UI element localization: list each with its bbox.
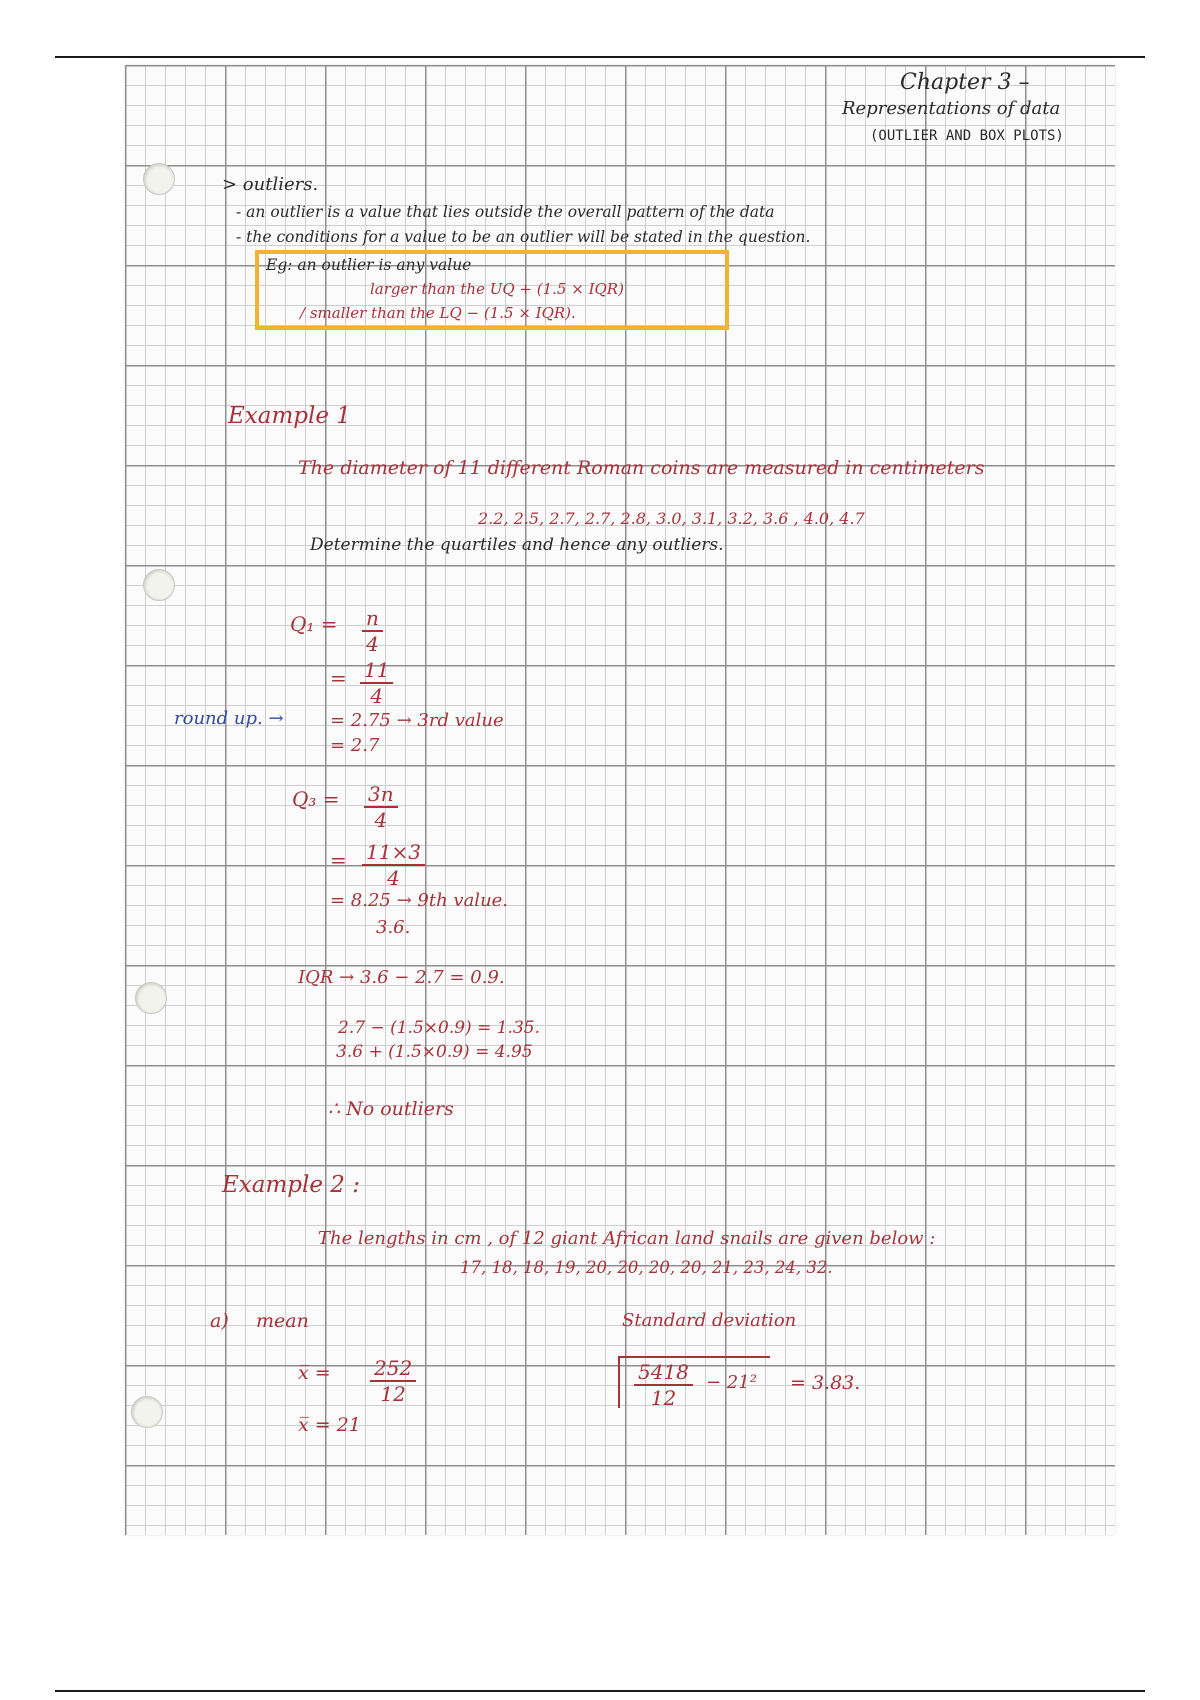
no-outliers-conclusion: ∴ No outliers (328, 1098, 454, 1120)
example-2-data: 17, 18, 18, 19, 20, 20, 20, 20, 21, 23, 24, 32. (460, 1258, 833, 1277)
mean-fraction (370, 1356, 416, 1406)
fraction-denominator: 12 (380, 1382, 406, 1406)
punch-hole (131, 1396, 163, 1428)
fraction-numerator: 3n (364, 782, 398, 808)
q1-fraction-11-over-4 (360, 658, 393, 708)
chapter-topic: (OUTLIER AND BOX PLOTS) (870, 128, 1064, 144)
fraction-numerator: n (362, 606, 383, 632)
chapter-subtitle: Representations of data (842, 98, 1061, 119)
fraction-numerator: 11×3 (362, 840, 425, 866)
outliers-conditions: - the conditions for a value to be an outlier will be stated in the question. (236, 228, 811, 246)
fraction-numerator: 5418 (634, 1360, 693, 1386)
q3-fraction-33-over-4 (362, 840, 425, 890)
q3-step-8-25: = 8.25 → 9th value. (330, 890, 509, 911)
fraction-numerator: 11 (360, 658, 393, 684)
example-1-data: 2.2, 2.5, 2.7, 2.7, 2.8, 3.0, 3.1, 3.2, 3.6 , 4.0, 4.7 (478, 509, 865, 528)
example-2-statement: The lengths in cm , of 12 giant African land snails are given below : (318, 1228, 936, 1249)
q3-fraction-3n-over-4 (364, 782, 398, 832)
q1-label: Q₁ = (290, 612, 338, 636)
fraction-denominator: 12 (650, 1386, 677, 1410)
eg-line-3: / smaller than the LQ − (1.5 × IQR). (300, 304, 576, 322)
q1-fraction-n-over-4 (362, 606, 383, 656)
standard-deviation-label: Standard deviation (622, 1310, 797, 1331)
outliers-definition: - an outlier is a value that lies outside the overall pattern of the data (236, 203, 775, 221)
outliers-heading: > outliers. (222, 174, 319, 195)
example-1-statement: The diameter of 11 different Roman coins are measured in centimeters (298, 457, 985, 479)
q3-label: Q₃ = (292, 787, 340, 811)
example-1-task: Determine the quartiles and hence any outliers. (310, 535, 724, 555)
mean-result: x̅ = 21 (298, 1414, 361, 1436)
chapter-title: Chapter 3 – (900, 70, 1030, 95)
mean-equation: x̅ = (298, 1362, 331, 1384)
punch-hole (135, 982, 167, 1014)
lower-fence: 2.7 − (1.5×0.9) = 1.35. (338, 1018, 540, 1038)
fraction-denominator: 4 (370, 684, 384, 708)
eg-line-2: larger than the UQ + (1.5 × IQR) (370, 280, 624, 298)
example-1-title: Example 1 (228, 403, 351, 429)
equals-sign: = (330, 666, 347, 690)
q3-result: 3.6. (376, 917, 411, 938)
punch-hole (143, 569, 175, 601)
q1-step-2-75: = 2.75 → 3rd value (330, 710, 504, 731)
fraction-numerator: 252 (370, 1356, 416, 1382)
equals-sign: = (330, 848, 347, 872)
fraction-denominator: 4 (387, 866, 400, 890)
mean-label: mean (256, 1310, 309, 1332)
q1-result: = 2.7 (330, 735, 380, 756)
bottom-rule (55, 1690, 1145, 1692)
sd-result: = 3.83. (790, 1372, 861, 1394)
example-2-title: Example 2 : (222, 1172, 360, 1198)
top-rule (55, 56, 1145, 58)
eg-line-1: Eg: an outlier is any value (266, 256, 472, 274)
iqr-calculation: IQR → 3.6 − 2.7 = 0.9. (298, 967, 505, 988)
sd-minus-mean-squared: − 21² (706, 1372, 757, 1393)
upper-fence: 3.6 + (1.5×0.9) = 4.95 (336, 1042, 533, 1062)
part-a-label: a) (210, 1310, 229, 1332)
punch-hole (143, 163, 175, 195)
fraction-denominator: 4 (366, 632, 379, 656)
round-up-note: round up. → (174, 708, 284, 729)
sd-fraction (634, 1360, 693, 1410)
fraction-denominator: 4 (374, 808, 388, 832)
